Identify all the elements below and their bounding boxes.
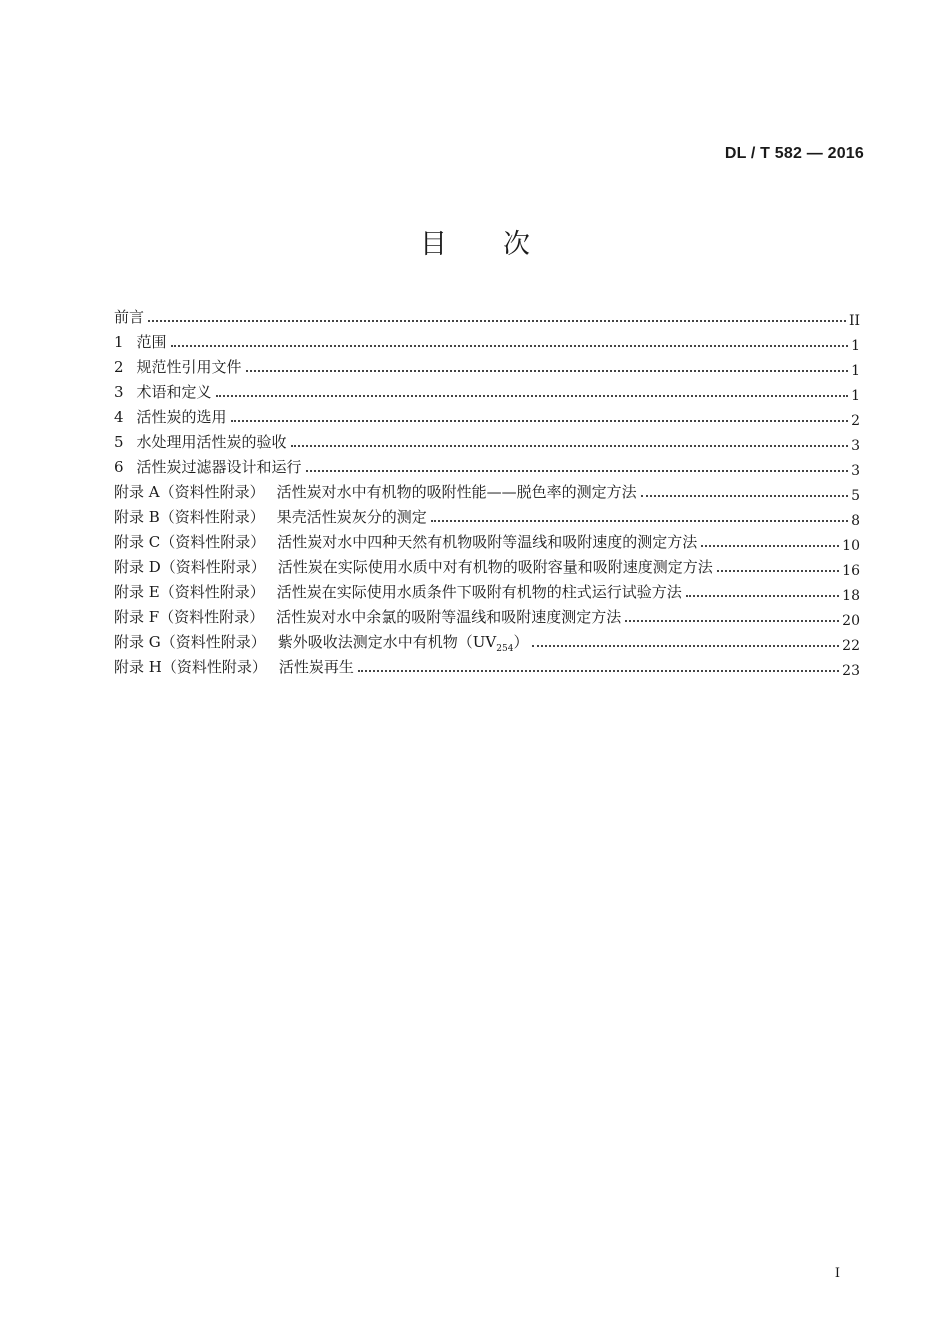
toc-label: 规范性引用文件 xyxy=(136,358,242,376)
dot-leader xyxy=(306,469,849,472)
section-number: 1 xyxy=(114,333,124,351)
section-number: 5 xyxy=(114,433,124,451)
toc-entry-section-4[interactable] xyxy=(114,401,860,429)
toc-label xyxy=(277,633,529,654)
toc-page: 3 xyxy=(851,438,860,454)
toc-label: 活性炭对水中四种天然有机物吸附等温线和吸附速度的测定方法 xyxy=(277,533,698,551)
toc-label: 活性炭在实际使用水质中对有机物的吸附容量和吸附速度测定方法 xyxy=(277,558,713,576)
toc-label: 活性炭的选用 xyxy=(136,408,227,426)
toc-entry-section-3[interactable] xyxy=(114,376,860,404)
toc-label-subscript: 254 xyxy=(496,644,514,654)
toc-label: 活性炭对水中余氯的吸附等温线和吸附速度测定方法 xyxy=(276,608,622,626)
toc-entry-appendix-h[interactable] xyxy=(114,651,860,679)
toc-page: 20 xyxy=(842,613,860,629)
toc-label: 果壳活性炭灰分的测定 xyxy=(276,508,427,526)
toc-page: 5 xyxy=(851,488,860,504)
toc-entry-appendix-g[interactable] xyxy=(114,626,860,654)
toc-label: 术语和定义 xyxy=(136,383,212,401)
dot-leader xyxy=(717,569,839,572)
toc-entry-section-1[interactable] xyxy=(114,326,860,354)
toc-entry-section-2[interactable] xyxy=(114,351,860,379)
dot-leader xyxy=(171,344,849,347)
dot-leader xyxy=(641,494,848,497)
dot-leader xyxy=(701,544,839,547)
dot-leader xyxy=(686,594,839,597)
toc-entry-appendix-c[interactable] xyxy=(114,526,860,554)
toc-entry-preface[interactable] xyxy=(114,301,860,329)
toc-page: 23 xyxy=(842,663,860,679)
dot-leader xyxy=(231,419,849,422)
appendix-prefix: 附录 E（资料性附录） xyxy=(114,583,265,601)
page-title: 目次 xyxy=(420,229,586,260)
toc-label: 水处理用活性炭的验收 xyxy=(136,433,287,451)
appendix-prefix: 附录 H（资料性附录） xyxy=(114,658,267,676)
toc-entry-appendix-e[interactable] xyxy=(114,576,860,604)
toc-page: 8 xyxy=(851,513,860,529)
toc-page: II xyxy=(848,313,860,329)
toc-label: 活性炭在实际使用水质条件下吸附有机物的柱式运行试验方法 xyxy=(276,583,682,601)
toc-page: 3 xyxy=(851,463,860,479)
appendix-prefix: 附录 G（资料性附录） xyxy=(114,633,266,651)
appendix-prefix: 附录 C（资料性附录） xyxy=(114,533,266,551)
dot-leader xyxy=(216,394,849,397)
toc-label: 前言 xyxy=(114,308,145,326)
dot-leader xyxy=(431,519,848,522)
appendix-prefix: 附录 B（资料性附录） xyxy=(114,508,265,526)
table-of-contents xyxy=(114,301,860,679)
toc-label-main: 紫外吸收法测定水中有机物（UV xyxy=(277,633,497,651)
dot-leader xyxy=(532,644,839,647)
dot-leader xyxy=(291,444,849,447)
dot-leader xyxy=(246,369,849,372)
toc-page: 2 xyxy=(851,413,860,429)
toc-label: 活性炭过滤器设计和运行 xyxy=(136,458,302,476)
toc-entry-appendix-a[interactable] xyxy=(114,476,860,504)
dot-leader xyxy=(148,319,846,322)
toc-page: 16 xyxy=(842,563,860,579)
toc-page: 1 xyxy=(851,338,860,354)
toc-page: 10 xyxy=(842,538,860,554)
section-number: 6 xyxy=(114,458,124,476)
section-number: 4 xyxy=(114,408,124,426)
section-number: 2 xyxy=(114,358,124,376)
toc-entry-appendix-d[interactable] xyxy=(114,551,860,579)
toc-label: 范围 xyxy=(136,333,167,351)
toc-label: 活性炭对水中有机物的吸附性能——脱色率的测定方法 xyxy=(276,483,637,501)
toc-page: 1 xyxy=(851,388,860,404)
dot-leader xyxy=(625,619,839,622)
toc-label-end: ） xyxy=(513,633,529,651)
toc-entry-section-5[interactable] xyxy=(114,426,860,454)
toc-entry-appendix-b[interactable] xyxy=(114,501,860,529)
toc-page: 22 xyxy=(842,638,860,654)
toc-page: 18 xyxy=(842,588,860,604)
dot-leader xyxy=(358,669,839,672)
appendix-prefix: 附录 A（资料性附录） xyxy=(114,483,265,501)
document-code: DL / T 582 — 2016 xyxy=(724,145,864,162)
toc-label: 活性炭再生 xyxy=(278,658,354,676)
appendix-prefix: 附录 F（资料性附录） xyxy=(114,608,265,626)
toc-entry-appendix-f[interactable] xyxy=(114,601,860,629)
toc-entry-section-6[interactable] xyxy=(114,451,860,479)
section-number: 3 xyxy=(114,383,124,401)
appendix-prefix: 附录 D（资料性附录） xyxy=(114,558,266,576)
toc-page: 1 xyxy=(851,363,860,379)
page-number: I xyxy=(834,1266,840,1281)
